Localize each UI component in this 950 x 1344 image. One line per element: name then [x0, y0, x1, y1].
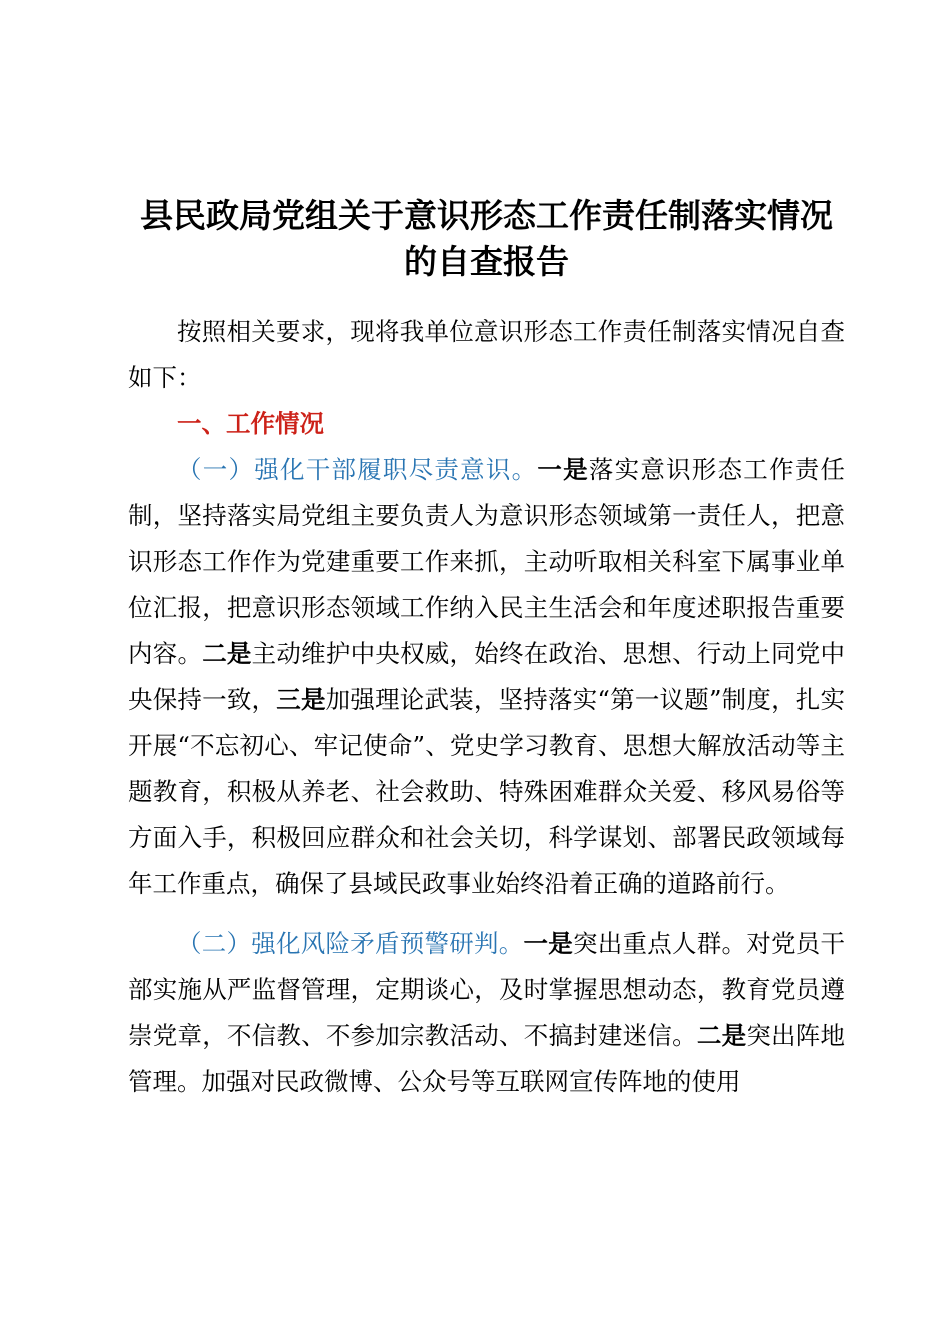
intro-paragraph: 按照相关要求，现将我单位意识形态工作责任制落实情况自查如下：: [128, 317, 845, 392]
subsection-paragraph-2: [128, 921, 845, 1105]
subsection-label-1: （一）强化干部履职尽责意识。: [177, 455, 538, 484]
emphasis-run: 二是: [202, 639, 252, 668]
text-run: 加强理论武装，坚持落实“第一议题”制度，扎实开展“不忘初心、牢记使命”、党史学习教育、思想大解放活动等主题教育，积极从养老、社会救助、特殊困难群众关爱、移风易俗等方面入手，积极回应群众和社会关切，科学谋划、部署民政领域每年工作重点，确保了县域民政事业始终沿着正确的道路前行。: [128, 685, 846, 898]
document-content: [128, 193, 845, 1105]
text-run: 突出重点人群。对党员干部实施从严监督管理，定期谈心，及时掌握思想动态，教育党员遵崇党章，不信教、不参加宗教活动、不搞封建迷信。: [128, 929, 845, 1050]
subsection-paragraph-1: [128, 447, 845, 907]
emphasis-run: 二是: [696, 1021, 747, 1050]
text-run: 主动维护中央权威，始终在政治、思想、行动上同党中央保持一致，: [128, 639, 846, 714]
emphasis-run: 三是: [276, 685, 326, 714]
page-title: 县民政局党组关于意识形态工作责任制落实情况的自查报告: [140, 196, 833, 281]
section-heading-1: 一、工作情况: [177, 409, 324, 438]
subsection-body-1: [128, 455, 845, 898]
text-run: 落实意识形态工作责任制，坚持落实局党组主要负责人为意识形态领域第一责任人，把意识形态工作作为党建重要工作来抓，主动听取相关科室下属事业单位汇报，把意识形态领域工作纳入民主生活会和年度述职报告重要内容。: [128, 455, 846, 668]
subsection-label-2: （二）强化风险矛盾预警研判。: [177, 929, 524, 958]
emphasis-run: 一是: [523, 929, 573, 958]
text-run: 突出阵地管理。加强对民政微博、公众号等互联网宣传阵地的使用: [128, 1021, 846, 1096]
emphasis-run: 一是: [537, 455, 589, 484]
